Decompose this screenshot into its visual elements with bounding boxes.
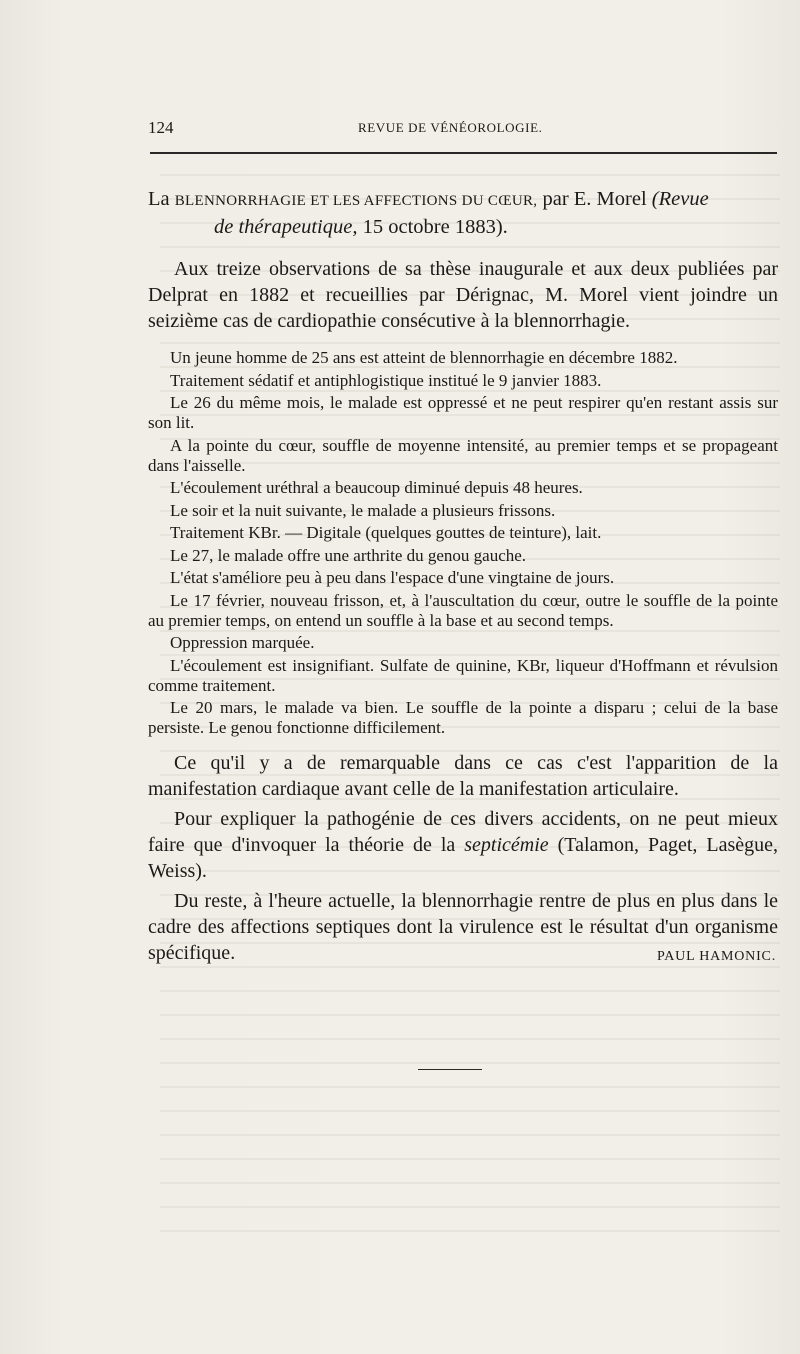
observation-line: Oppression marquée. bbox=[170, 633, 315, 652]
observation-line: Le 20 mars, le malade va bien. Le souffle de la pointe a disparu ; celui de la base persiste. Le genou fonctionne difficilement. bbox=[148, 698, 778, 737]
observation-block bbox=[148, 348, 778, 738]
observation-line: A la pointe du cœur, souffle de moyenne intensité, au premier temps et se propageant dans l'aisselle. bbox=[148, 435, 778, 475]
article-title bbox=[148, 186, 778, 240]
conclusion-paragraph bbox=[148, 888, 778, 966]
title-author: Morel bbox=[596, 188, 647, 210]
title-caps: BLENNORRHAGIE ET LES AFFECTIONS DU CŒUR, bbox=[174, 193, 538, 209]
observation-line: L'écoulement uréthral a beaucoup diminué depuis 48 heures. bbox=[170, 478, 583, 497]
observation-line: Traitement KBr. — Digitale (quelques gouttes de teinture), lait. bbox=[170, 523, 602, 542]
title-journal-rest: de thérapeutique, bbox=[214, 216, 358, 238]
conclusion-text: Du reste, à l'heure actuelle, la blennorrhagie rentre de plus en plus dans le cadre des affections septiques dont la virulence est le résultat d'un organisme spécifique. bbox=[148, 890, 778, 964]
end-rule bbox=[418, 1069, 482, 1070]
title-prefix: La bbox=[148, 188, 175, 210]
observation-line: L'état s'améliore peu à peu dans l'espace d'une vingtaine de jours. bbox=[170, 568, 615, 587]
observation-line: Le 27, le malade offre une arthrite du genou gauche. bbox=[170, 545, 527, 565]
conclusion-block bbox=[148, 750, 778, 966]
page-header bbox=[148, 118, 776, 140]
conclusion-paragraph: Ce qu'il y a de remarquable dans ce cas c'est l'apparition de la manifestation cardiaque avant celle de la manifestation articulaire. bbox=[148, 752, 778, 800]
title-by: par E. bbox=[537, 188, 597, 210]
title-second-line bbox=[148, 214, 778, 240]
article-body bbox=[148, 186, 778, 970]
observation-line: Un jeune homme de 25 ans est atteint de blennorrhagie en décembre 1882. bbox=[170, 348, 678, 367]
title-date: 15 octobre 1883). bbox=[357, 216, 508, 238]
conclusion-text: Pour expliquer la pathogénie de ces divers accidents, on ne peut mieux faire que d'invoquer la théorie de la bbox=[148, 808, 778, 856]
observation-line: Le 26 du même mois, le malade est oppressé et ne peut respirer qu'en restant assis sur son lit. bbox=[148, 393, 778, 432]
conclusion-paragraph bbox=[148, 806, 778, 884]
header-rule bbox=[150, 152, 777, 154]
observation-line: L'écoulement est insignifiant. Sulfate de quinine, KBr, liqueur d'Hoffmann et révulsion comme traitement. bbox=[148, 655, 778, 695]
title-journal: (Revue bbox=[646, 188, 709, 210]
conclusion-text-end: (Talamon, Paget, Lasègue, Weiss). bbox=[148, 834, 778, 882]
observation-line: Le soir et la nuit suivante, le malade a plusieurs frissons. bbox=[170, 500, 556, 520]
running-title: REVUE DE VÉNÉOROLOGIE. bbox=[358, 120, 543, 135]
conclusion-italic: septicémie bbox=[464, 834, 549, 856]
observation-line: Le 17 février, nouveau frisson, et, à l'auscultation du cœur, outre le souffle de la pointe au premier temps, on entend un souffle à la base et au second temps. bbox=[148, 590, 778, 630]
author-signature: PAUL HAMONIC. bbox=[656, 949, 776, 964]
observation-line: Traitement sédatif et antiphlogistique institué le 9 janvier 1883. bbox=[170, 370, 602, 390]
page-number: 124 bbox=[148, 118, 174, 137]
lead-paragraph: Aux treize observations de sa thèse inaugurale et aux deux publiées par Delprat en 1882 et recueillies par Dérignac, M. Morel vient joindre un seizième cas de cardiopathie consécutive à la blennorrhagie. bbox=[148, 258, 778, 332]
